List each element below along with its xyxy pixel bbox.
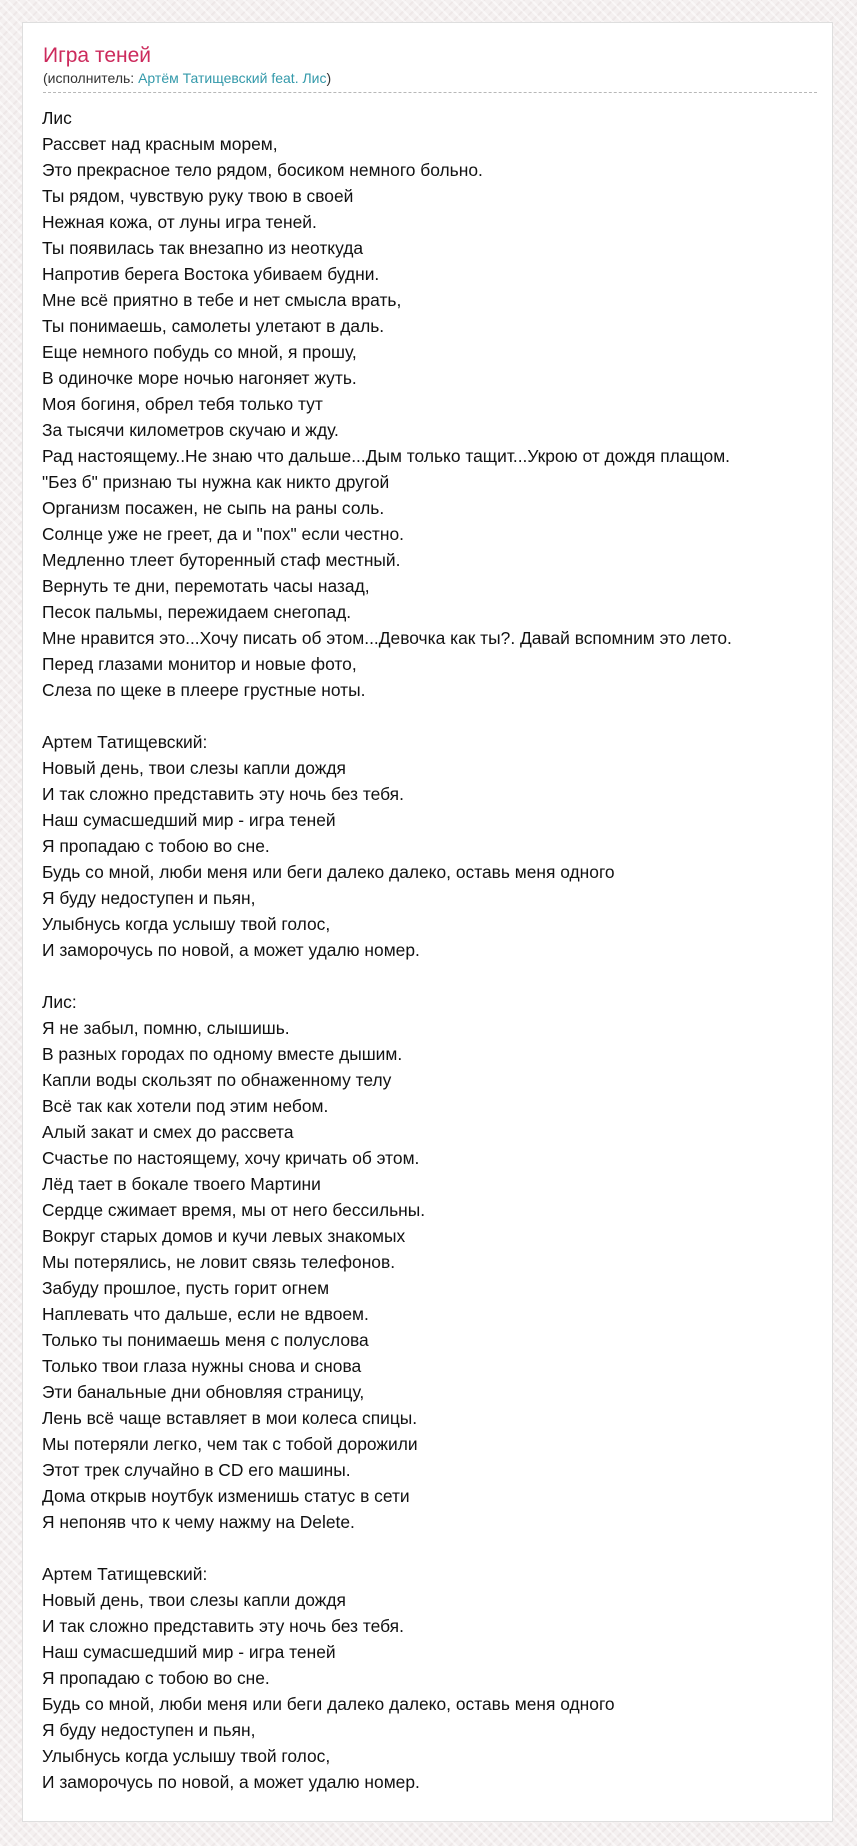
lyric-line: Мы потерялись, не ловит связь телефонов.	[42, 1252, 396, 1272]
lyric-line: Лис	[42, 108, 72, 128]
lyric-line: И так сложно представить эту ночь без тебя.	[42, 1616, 404, 1636]
lyric-line: Улыбнусь когда услышу твой голос,	[42, 914, 331, 934]
lyric-line: Рассвет над красным морем,	[42, 134, 278, 154]
lyric-line: Медленно тлеет буторенный стаф местный.	[42, 550, 401, 570]
lyric-line: Мне всё приятно в тебе и нет смысла врать,	[42, 290, 402, 310]
lyric-line: Организм посажен, не сыпь на раны соль.	[42, 498, 385, 518]
artist-link[interactable]: Артём Татищевский feat. Лис	[138, 70, 327, 86]
lyric-line: И так сложно представить эту ночь без тебя.	[42, 784, 404, 804]
lyric-line: Я буду недоступен и пьян,	[42, 888, 256, 908]
artist-prefix: (исполнитель:	[43, 70, 139, 86]
lyric-line: Наш сумасшедший мир - игра теней	[42, 810, 336, 830]
lyric-line: Улыбнусь когда услышу твой голос,	[42, 1746, 331, 1766]
lyric-line: Счастье по настоящему, хочу кричать об этом.	[42, 1148, 420, 1168]
lyric-line: Лис:	[42, 992, 77, 1012]
lyric-line: За тысячи километров скучаю и жду.	[42, 420, 339, 440]
lyric-line: Новый день, твои слезы капли дождя	[42, 758, 346, 778]
lyric-line: Только ты понимаешь меня с полуслова	[42, 1330, 369, 1350]
lyric-line: Это прекрасное тело рядом, босиком немного больно.	[42, 160, 483, 180]
artist-line	[43, 70, 833, 87]
lyric-line: Вокруг старых домов и кучи левых знакомых	[42, 1226, 406, 1246]
header-divider	[43, 92, 817, 93]
lyric-line: Песок пальмы, пережидаем снегопад.	[42, 602, 352, 622]
artist-suffix: )	[326, 70, 332, 86]
lyric-line: Этот трек случайно в CD его машины.	[42, 1460, 351, 1480]
stanza-break	[42, 1535, 832, 1561]
lyric-line: Ты рядом, чувствую руку твою в своей	[42, 186, 354, 206]
lyric-line: Артем Татищевский:	[42, 732, 208, 752]
lyric-line: Дома открыв ноутбук изменишь статус в сети	[42, 1486, 410, 1506]
song-title: Игра теней	[43, 44, 152, 67]
lyric-line: Всё так как хотели под этим небом.	[42, 1096, 329, 1116]
lyric-line: Я непоняв что к чему нажму на Delete.	[42, 1512, 355, 1532]
lyric-line: Я пропадаю с тобою во сне.	[42, 1668, 270, 1688]
lyric-line: Только твои глаза нужны снова и снова	[42, 1356, 362, 1376]
lyric-line: Эти банальные дни обновляя страницу,	[42, 1382, 365, 1402]
lyric-line: Капли воды скользят по обнаженному телу	[42, 1070, 392, 1090]
lyric-line: Будь со мной, люби меня или беги далеко далеко, оставь меня одного	[42, 1694, 615, 1714]
lyrics-card	[22, 22, 833, 1822]
lyric-line: В одиночке море ночью нагоняет жуть.	[42, 368, 357, 388]
lyric-line: И заморочусь по новой, а может удалю номер.	[42, 1772, 420, 1792]
lyric-line: Я пропадаю с тобою во сне.	[42, 836, 270, 856]
lyric-line: Сердце сжимает время, мы от него бессильны.	[42, 1200, 426, 1220]
lyric-line: Мне нравится это...Хочу писать об этом...Девочка как ты?. Давай вспомним это лето.	[42, 628, 732, 648]
lyric-line: Мы потеряли легко, чем так с тобой дорожили	[42, 1434, 418, 1454]
lyric-line: Лёд тает в бокале твоего Мартини	[42, 1174, 321, 1194]
song-header	[43, 43, 833, 87]
lyric-line: Наш сумасшедший мир - игра теней	[42, 1642, 336, 1662]
lyric-line: Артем Татищевский:	[42, 1564, 208, 1584]
lyric-line: Рад настоящему..Не знаю что дальше...Дым только тащит...Укрою от дождя плащом.	[42, 446, 730, 466]
stanza-break	[42, 703, 832, 729]
lyric-line: Вернуть те дни, перемотать часы назад,	[42, 576, 370, 596]
lyric-line: Забуду прошлое, пусть горит огнем	[42, 1278, 330, 1298]
lyric-line: Слеза по щеке в плеере грустные ноты.	[42, 680, 366, 700]
lyric-line: Солнце уже не греет, да и "пох" если честно.	[42, 524, 405, 544]
lyric-line: Нежная кожа, от луны игра теней.	[42, 212, 317, 232]
lyric-line: Новый день, твои слезы капли дождя	[42, 1590, 346, 1610]
lyric-line: Ты понимаешь, самолеты улетают в даль.	[42, 316, 385, 336]
lyric-line: В разных городах по одному вместе дышим.	[42, 1044, 403, 1064]
lyric-line: Напротив берега Востока убиваем будни.	[42, 264, 380, 284]
lyric-line: Перед глазами монитор и новые фото,	[42, 654, 357, 674]
lyric-line: Ты появилась так внезапно из неоткуда	[42, 238, 364, 258]
lyric-line: И заморочусь по новой, а может удалю номер.	[42, 940, 420, 960]
lyrics-text	[42, 105, 832, 1795]
lyric-line: Я не забыл, помню, слышишь.	[42, 1018, 290, 1038]
stanza-break	[42, 963, 832, 989]
lyric-line: Будь со мной, люби меня или беги далеко далеко, оставь меня одного	[42, 862, 615, 882]
lyric-line: Я буду недоступен и пьян,	[42, 1720, 256, 1740]
lyric-line: Алый закат и смех до рассвета	[42, 1122, 294, 1142]
lyric-line: Моя богиня, обрел тебя только тут	[42, 394, 323, 414]
lyric-line: Лень всё чаще вставляет в мои колеса спицы.	[42, 1408, 418, 1428]
lyric-line: Еще немного побудь со мной, я прошу,	[42, 342, 357, 362]
lyric-line: "Без б" признаю ты нужна как никто другой	[42, 472, 390, 492]
lyric-line: Наплевать что дальше, если не вдвоем.	[42, 1304, 369, 1324]
